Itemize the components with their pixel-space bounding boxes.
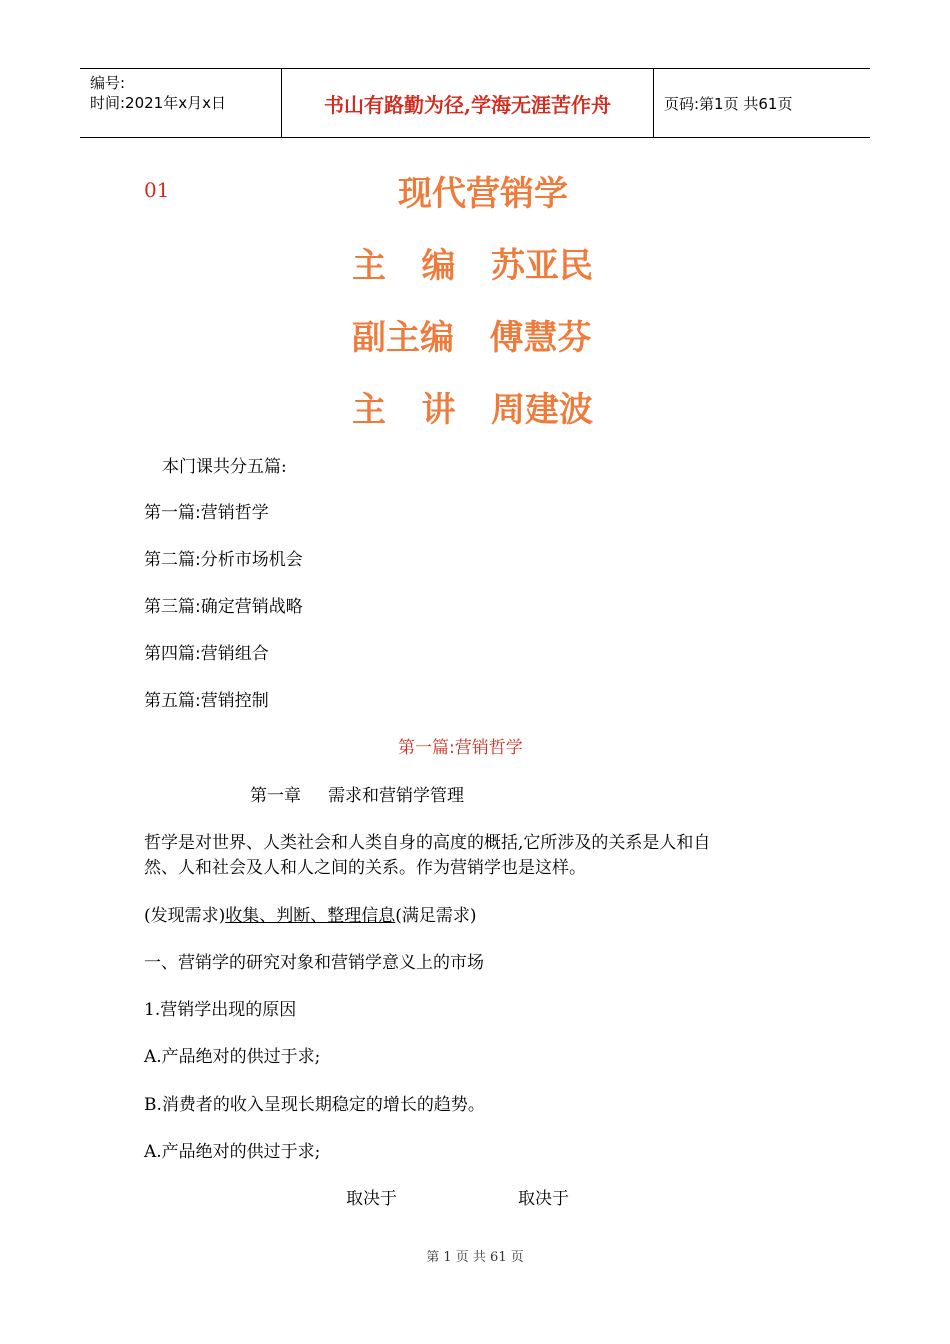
- section-heading: 第一篇:营销哲学: [398, 738, 523, 758]
- part-item: 第三篇:确定营销战略: [144, 597, 303, 617]
- number-label: 编号:: [90, 74, 126, 92]
- item-a: A.产品绝对的供过于求;: [144, 1047, 321, 1067]
- time-label: 时间:2021年x月x日: [90, 94, 226, 112]
- heading-one-1: 1.营销学出现的原因: [144, 1000, 297, 1020]
- paragraph-line: 哲学是对世界、人类社会和人类自身的高度的概括,它所涉及的关系是人和自: [144, 833, 711, 853]
- page-header: [80, 68, 870, 138]
- header-page-info: 页码:第1页 共61页: [664, 94, 793, 113]
- document-number: 01: [144, 178, 170, 202]
- document-title: 现代营销学: [398, 174, 568, 214]
- part-item: 第一篇:营销哲学: [144, 503, 269, 523]
- flow-underlined: 收集、判断、整理信息: [225, 906, 396, 926]
- page-footer: 第 1 页 共 61 页: [426, 1250, 524, 1265]
- flow-pre: (发现需求): [144, 906, 226, 926]
- header-meta: [80, 69, 282, 137]
- depends-label-1: 取决于: [346, 1189, 397, 1209]
- header-motto: 书山有路勤为径,学海无涯苦作舟: [282, 69, 654, 137]
- chapter-heading: 第一章 需求和营销学管理: [250, 786, 465, 806]
- deputy-editor-line: 副主编 傅慧芬: [352, 318, 592, 358]
- part-item: 第二篇:分析市场机会: [144, 550, 303, 570]
- paragraph-line: 然、人和社会及人和人之间的关系。作为营销学也是这样。: [144, 858, 586, 878]
- part-item: 第五篇:营销控制: [144, 691, 269, 711]
- course-intro: 本门课共分五篇:: [162, 457, 287, 477]
- part-item: 第四篇:营销组合: [144, 644, 269, 664]
- flow-line: [144, 901, 477, 926]
- editor-line: 主 编 苏亚民: [352, 246, 594, 286]
- flow-post: (满足需求): [395, 906, 477, 926]
- item-a-repeat: A.产品绝对的供过于求;: [144, 1142, 321, 1162]
- lecturer-line: 主 讲 周建波: [352, 390, 594, 430]
- depends-label-2: 取决于: [518, 1189, 569, 1209]
- item-b: B.消费者的收入呈现长期稳定的增长的趋势。: [144, 1095, 485, 1115]
- heading-one: 一、营销学的研究对象和营销学意义上的市场: [144, 953, 484, 973]
